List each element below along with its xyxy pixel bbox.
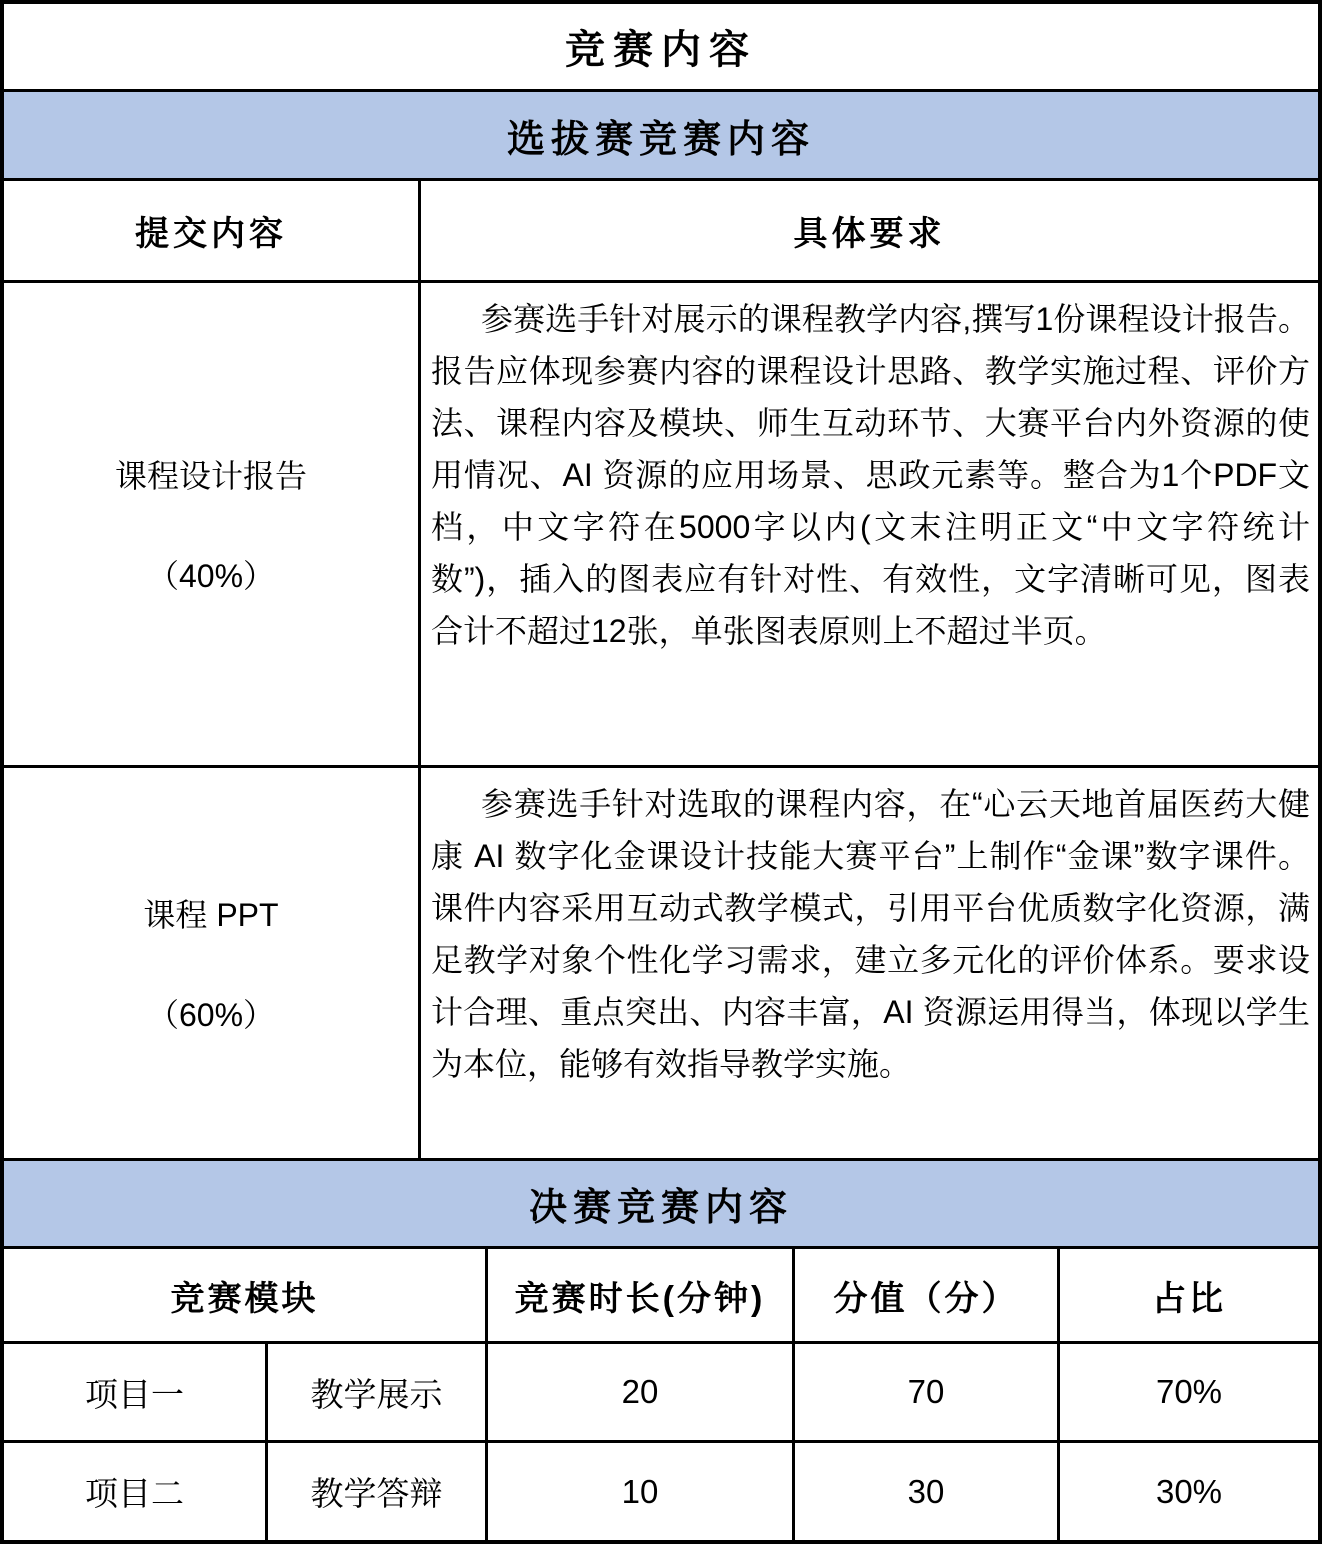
final-section-banner: 决赛竞赛内容 [4,1161,1318,1249]
duration-value: 20 [485,1344,792,1440]
project-label: 项目二 [85,1475,184,1512]
selection-header-row [4,181,1318,283]
report-weight-label: （40%） [146,558,276,594]
project-label: 项目一 [85,1375,184,1413]
col-header-duration: 竞赛时长(分钟) [485,1249,792,1341]
page-title: 竞赛内容 [4,4,1318,92]
ppt-item-label: 课程 PPT [143,897,279,933]
ratio-value: 70% [1057,1344,1318,1440]
final-header-row [4,1249,1318,1344]
col-header-requirements: 具体要求 [418,181,1318,280]
duration-value: 10 [485,1443,792,1540]
module-label: 教学答辩 [265,1443,485,1540]
col-header-submission: 提交内容 [135,215,287,253]
table-row-project-1 [4,1344,1318,1443]
table-row-ppt [4,768,1318,1161]
col-header-module: 竞赛模块 [170,1279,319,1318]
ppt-weight-label: （60%） [146,997,276,1033]
score-value: 30 [792,1443,1057,1540]
table-row-project-2 [4,1443,1318,1540]
table-row-report [4,283,1318,768]
module-label: 教学展示 [265,1344,485,1440]
report-item-label: 课程设计报告 [114,458,307,494]
ppt-requirement-text: 参赛选手针对选取的课程内容，在“心云天地首届医药大健康 AI 数字化金课设计技能大赛平台”上制作“金课”数字课件。课件内容采用互动式教学模式，引用平台优质数字化资源，满足教学对象个性化学习需求，建立多元化的评价体系。要求设计合理、重点突出、内容丰富，AI 资源运用得当，体现以学生为本位，能够有效指导教学实施。 [431,786,1310,1082]
requirements-cell-report [418,283,1318,765]
col-header-ratio: 占比 [1057,1249,1318,1341]
requirements-cell-ppt [418,768,1318,1158]
selection-section-banner: 选拔赛竞赛内容 [4,92,1318,181]
submission-cell-ppt [4,768,418,1158]
col-header-score: 分值（分） [792,1249,1057,1341]
report-requirement-text: 参赛选手针对展示的课程教学内容,撰写1份课程设计报告。报告应体现参赛内容的课程设计思路、教学实施过程、评价方法、课程内容及模块、师生互动环节、大赛平台内外资源的使用情况、AI 资源的应用场景、思政元素等。整合为1个PDF文档，中文字符在5000字以内(文末注明正文“中文字符统计数”)，插入的图表应有针对性、有效性，文字清晰可见，图表合计不超过12张，单张图表原则上不超过半页。 [431,301,1310,649]
submission-cell-report [4,283,418,765]
score-value: 70 [792,1344,1057,1440]
ratio-value: 30% [1057,1443,1318,1540]
